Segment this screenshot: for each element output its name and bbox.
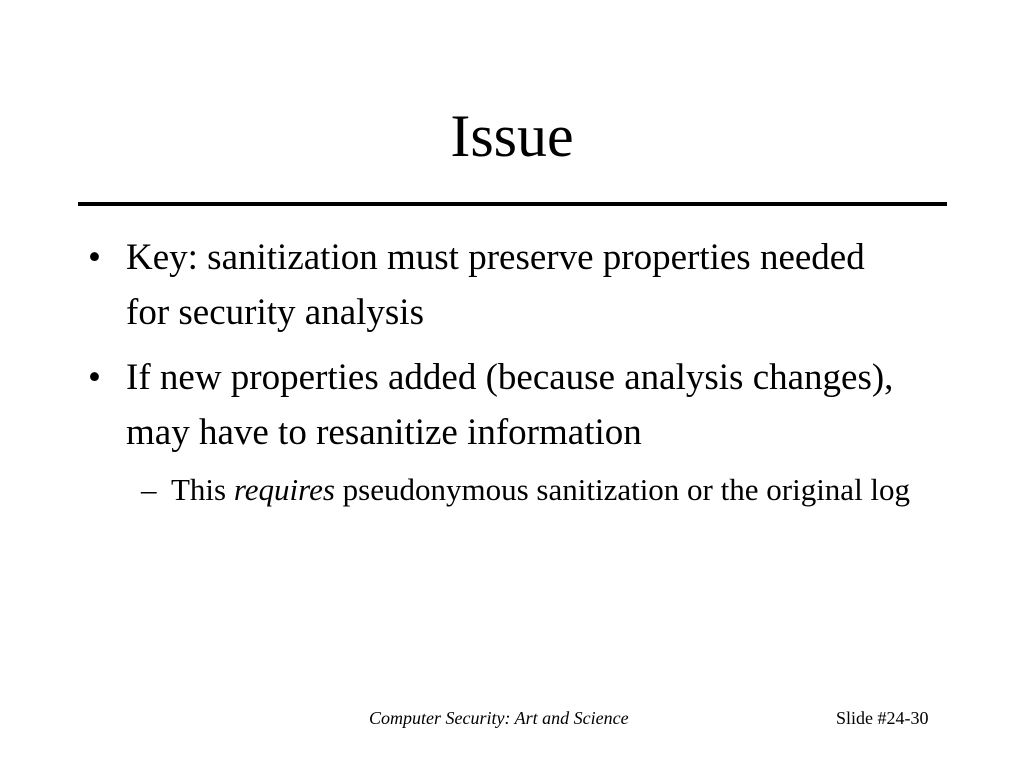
bullet-list <box>0 230 1024 523</box>
sub-bullet-text-end: pseudonymous sanitization or the original log <box>334 472 911 507</box>
bullet-marker: • <box>88 357 101 398</box>
bullet-text: Key: sanitization must preserve properties needed for security analysis <box>126 237 865 333</box>
sub-bullet-list <box>126 466 916 513</box>
bullet-text: If new properties added (because analysis changes), may have to resanitize information <box>126 357 894 453</box>
title-divider <box>78 202 947 206</box>
footer-slide-number: Slide #24-30 <box>836 708 929 728</box>
dash-marker: – <box>141 472 157 507</box>
bullet-item <box>0 350 916 513</box>
bullet-item <box>0 230 916 340</box>
sub-bullet-emphasis: requires <box>233 472 335 507</box>
slide-title: Issue <box>450 103 574 169</box>
sub-bullet-item <box>141 466 931 513</box>
footer-course-title: Computer Security: Art and Science <box>369 708 629 728</box>
sub-bullet-text-start: This <box>171 472 234 507</box>
bullet-marker: • <box>88 237 101 278</box>
